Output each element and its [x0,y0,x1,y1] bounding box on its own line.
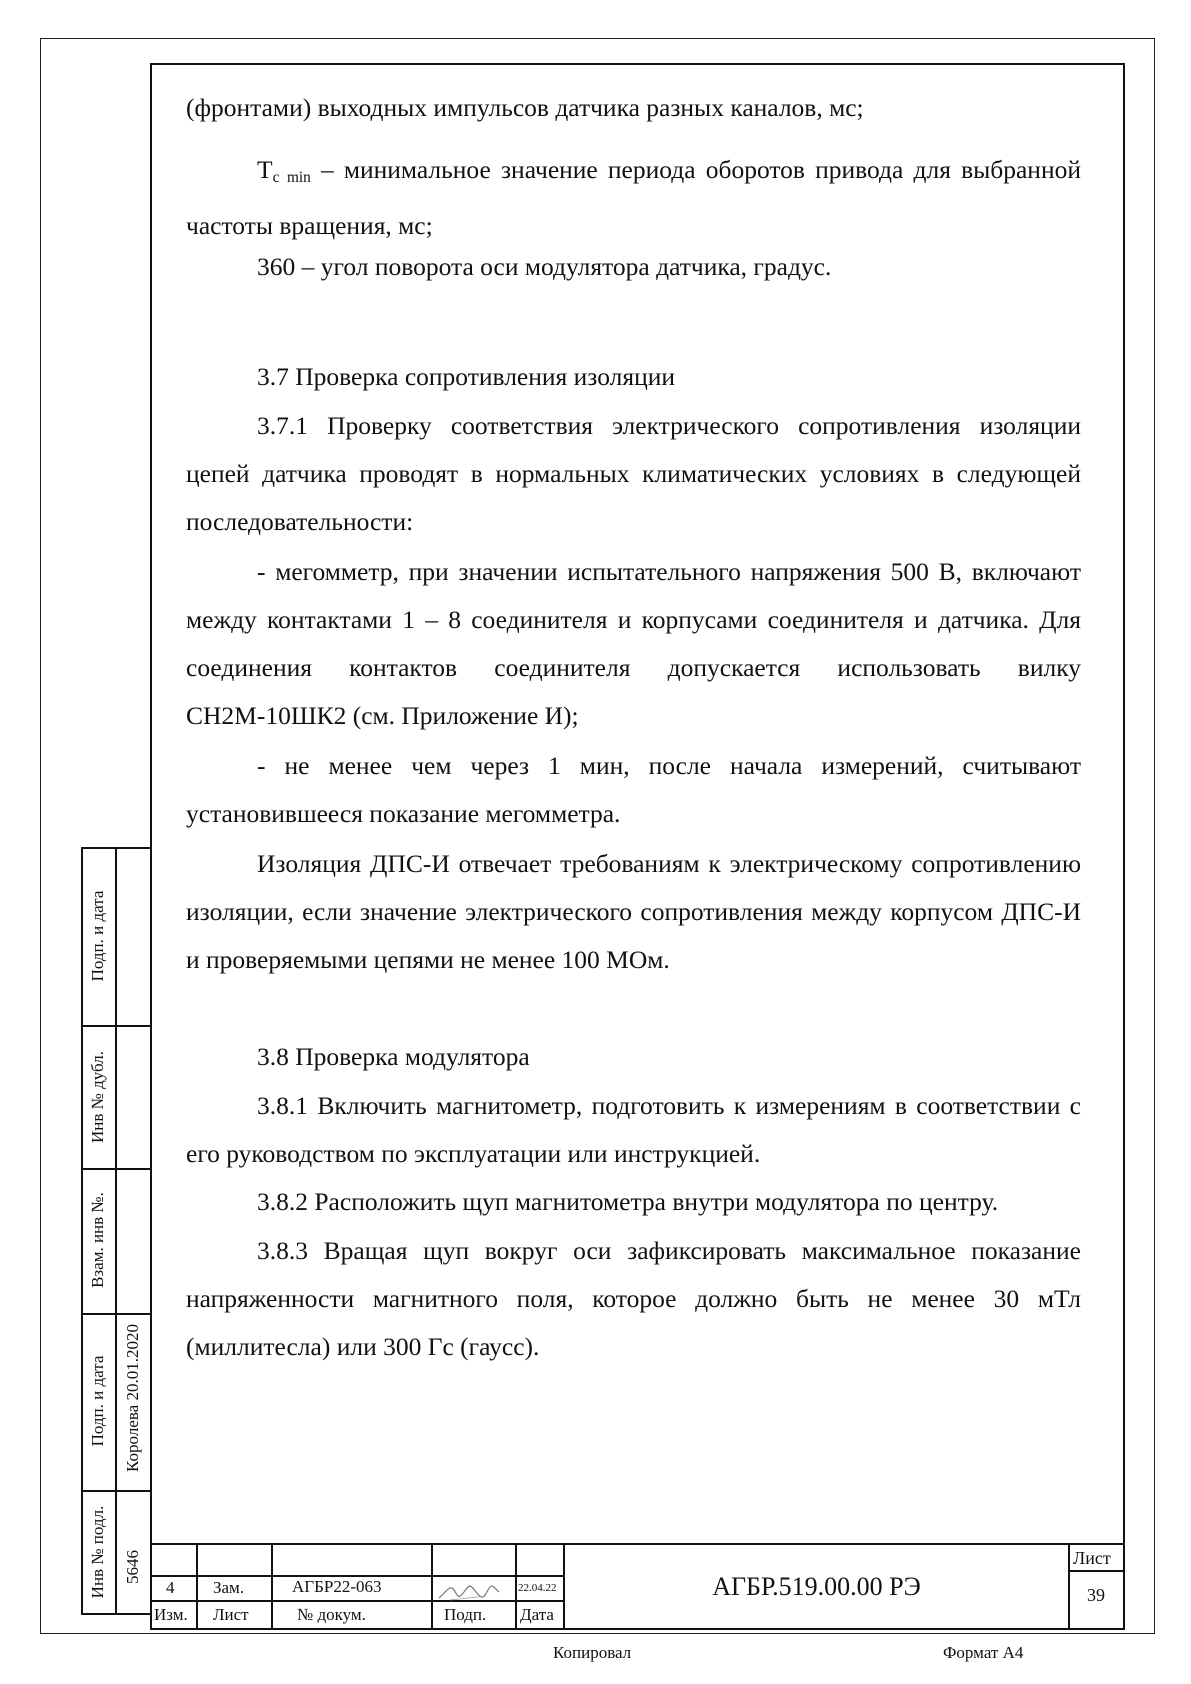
change-date: 22.04.22 [518,1582,557,1594]
signer-date: Королева 20.01.2020 [123,1324,142,1472]
side-stamp-rule [81,1490,150,1492]
label-inv-podl: Инв № подл. [88,1505,107,1599]
paragraph-isolation: Изоляция ДПС-И отвечает требованиям к электрическому сопротивлению изоляции, если значение электрического сопротивления между корпусом ДПС-И и проверяемыми цепями не менее 100 МОм. [186,849,1081,974]
paragraph-3-8-3: 3.8.3 Вращая щуп вокруг оси зафиксировать максимальное показание напряженности магнитного поля, которое должно быть не менее 30 мТл (миллитесла) или 300 Гс (гаусс). [186,1236,1081,1361]
title-block-col [196,1543,198,1630]
side-stamp-rule [81,1025,150,1027]
change-no: 4 [166,1578,175,1597]
title-block-col [515,1543,517,1630]
header-list: Лист [213,1605,249,1624]
footer-format: Формат А4 [943,1643,1024,1662]
title-block-col [431,1543,433,1630]
header-izm: Изм. [154,1605,188,1624]
sheet-number: 39 [1087,1585,1105,1605]
paragraph-360: 360 – угол поворота оси модулятора датчика, градус. [257,252,832,281]
signature-icon [436,1580,502,1604]
header-data: Дата [520,1605,554,1624]
header-dokum: № докум. [297,1605,366,1624]
sheet-label: Лист [1073,1548,1111,1568]
side-stamp-rule [81,1168,150,1170]
label-podp-data-1: Подп. и дата [88,890,107,982]
label-vzam-inv: Взам. инв №. [88,1192,107,1288]
footer-copied: Копировал [553,1643,632,1662]
label-inv-dubl: Инв № дубл. [88,1050,107,1144]
paragraph-3-7-1-b: - не менее чем через 1 мин, после начала измерений, считывают установившееся показание мегомметра. [186,751,1081,828]
paragraph-3-7-1-a: - мегомметр, при значении испытательного напряжения 500 В, включают между контактами 1 – 8 соединителя и корпусами соединителя и датчика. Для соединения контактов соединителя допускается использовать вилку СН2М-10ШК2 (см. Приложение И); [186,557,1081,730]
paragraph-3-7-1: 3.7.1 Проверку соответствия электрического сопротивления изоляции цепей датчика проводят в нормальных климатических условиях в следующей последовательности: [186,411,1081,536]
label-podp-data-2: Подп. и дата [88,1355,107,1447]
heading-3-8: 3.8 Проверка модулятора [257,1042,530,1071]
title-block-col [1068,1543,1070,1630]
change-type: Зам. [213,1578,245,1597]
paragraph-3-8-2: 3.8.2 Расположить щуп магнитометра внутри модулятора по центру. [257,1187,999,1216]
title-block-col [271,1543,273,1630]
paragraph-3-8-1: 3.8.1 Включить магнитометр, подготовить к измерениям в соответствии с его руководством по эксплуатации или инструкцией. [186,1091,1081,1168]
heading-3-7: 3.7 Проверка сопротивления изоляции [257,362,676,391]
paragraph-tc-min-text: – минимальное значение периода оборотов привода для выбранной частоты вращения, мс; [186,155,1081,240]
header-podp: Подп. [444,1605,487,1624]
symbol-t: T [257,155,273,184]
paragraph-fronts: (фронтами) выходных импульсов датчика разных каналов, мс; [186,93,864,122]
inv-podl-value: 5646 [123,1550,142,1584]
side-stamp-divider [115,847,117,1615]
change-doc-number: АГБР22-063 [292,1577,382,1596]
document-designation: АГБР.519.00.00 РЭ [712,1571,921,1601]
side-stamp-rule [81,1313,150,1315]
symbol-subscript: c min [272,169,311,186]
sheet-box-rule [1068,1570,1125,1572]
paragraph-tc-min [186,146,1081,250]
